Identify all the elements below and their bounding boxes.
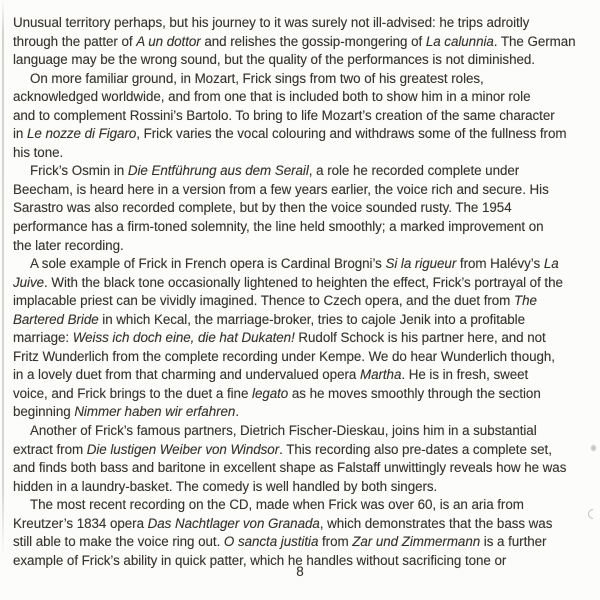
text-line: language may be the wrong sound, but the quality of the performances is not diminished.: [13, 52, 535, 68]
text-line: Frick’s Osmin in Die Entführung aus dem Serail, a role he recorded complete under: [30, 163, 520, 179]
text-line: still able to make the voice ring out. O sancta justitia from Zar und Zimmermann is a further: [13, 534, 547, 550]
scan-edge-artifact: [2, 0, 4, 557]
text-line: beginning Nimmer haben wir erfahren.: [13, 404, 239, 420]
scan-speck-artifact: [591, 445, 596, 451]
text-block: [13, 14, 596, 570]
text-line: the later recording.: [13, 237, 124, 253]
text-line: in Le nozze di Figaro, Frick varies the vocal colouring and withdraws some of the fullness from: [13, 126, 567, 142]
text-line: Sarastro was also recorded complete, but by then the voice sounded rusty. The 1954: [13, 200, 512, 216]
text-line: Bartered Bride in which Kecal, the marriage-broker, tries to cajole Jenik into a profitable: [13, 311, 525, 327]
text-line: implacable priest can be vividly imagined. Thence to Czech opera, and the duet from The: [13, 293, 537, 309]
text-line: and finds both bass and baritone in excellent shape as Falstaff unwittingly reveals how he was: [13, 460, 567, 476]
text-line: Beecham, is heard here in a version from a few years earlier, the voice rich and secure. His: [13, 181, 549, 197]
text-line: performance has a firm-toned solemnity, the line held smoothly; a marked improvement on: [13, 219, 544, 235]
text-line: A sole example of Frick in French opera is Cardinal Brogni’s Si la rigueur from Halévy’s La: [30, 256, 559, 272]
text-line: Unusual territory perhaps, but his journey to it was surely not ill-advised: he trips adroitly: [13, 15, 530, 30]
text-line: hidden in a laundry-basket. The comedy is well handled by both singers.: [13, 478, 438, 494]
text-line: through the patter of A un dottor and relishes the gossip-mongering of La calunnia. The German: [13, 33, 576, 49]
text-line: voice, and Frick brings to the duet a fine legato as he moves smoothly through the section: [13, 385, 541, 401]
text-line: example of Frick’s ability in quick patter, which he handles without sacrificing tone or: [13, 552, 507, 568]
text-line: extract from Die lustigen Weiber von Windsor. This recording also pre-dates a complete set,: [13, 441, 552, 457]
text-line: in a lovely duet from that charming and undervalued opera Martha. He is in fresh, sweet: [13, 367, 529, 383]
text-line: The most recent recording on the CD, made when Frick was over 60, is an aria from: [30, 497, 524, 513]
text-line: and to complement Rossini’s Bartolo. To bring to life Mozart’s creation of the same character: [13, 107, 555, 123]
text-line: Juive. With the black tone occasionally lightened to heighten the effect, Frick’s portrayal of the: [13, 274, 563, 290]
text-line: On more familiar ground, in Mozart, Frick sings from two of his greatest roles,: [30, 70, 484, 86]
scan-speck-artifact: [588, 509, 593, 519]
text-line: his tone.: [13, 144, 64, 160]
text-line: acknowledged worldwide, and from one that is included both to show him in a minor role: [13, 89, 531, 105]
text-line: marriage: Weiss ich doch eine, die hat Dukaten! Rudolf Schock is his partner here, and not: [13, 330, 546, 346]
text-line: Kreutzer’s 1834 opera Das Nachtlager von Granada, which demonstrates that the bass was: [13, 515, 553, 531]
text-line: Fritz Wunderlich from the complete recording under Kempe. We do hear Wunderlich though,: [13, 348, 555, 364]
page-number: 8: [296, 564, 304, 579]
text-line: Another of Frick’s famous partners, Dietrich Fischer-Dieskau, joins him in a substantial: [30, 423, 537, 439]
